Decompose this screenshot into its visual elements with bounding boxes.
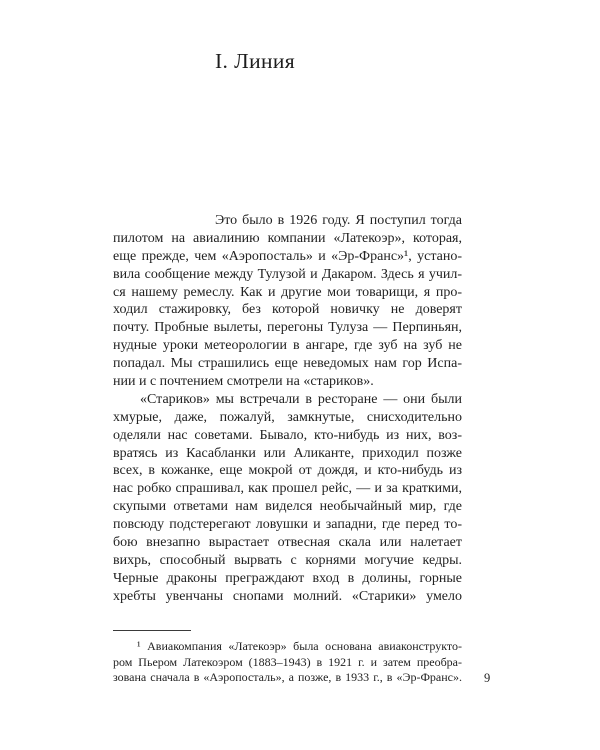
- footnote: [113, 639, 462, 686]
- text-line: нас робко спрашивал, как прошел рейс, — и за краткими,: [113, 481, 462, 497]
- text-line: Это было в 1926 году. Я поступил тогда: [215, 213, 462, 228]
- paragraph: [113, 391, 462, 606]
- text-line: повсюду подстерегают ловушки и западни, где перед то-: [113, 517, 462, 533]
- text-line: ¹ Авиакомпания «Латекоэр» была основана авиаконструкто-: [137, 639, 462, 653]
- body-text: [113, 212, 462, 606]
- text-line: Черные драконы преграждают вход в долины, горные: [113, 570, 462, 586]
- text-line: оделяли нас советами. Бывало, кто-нибудь из них, воз-: [113, 427, 462, 443]
- text-line: попадал. Мы страшились еще неведомых нам гор Испа-: [113, 356, 462, 372]
- text-line: вихрь, способный вырвать с корнями могучие кедры.: [113, 552, 462, 568]
- text-line: хребты увенчаны снопами молний. «Старики» умело: [113, 588, 462, 604]
- text-line: ром Пьером Латекоэром (1883–1943) в 1921 г. и затем преобра-: [113, 654, 462, 669]
- text-line: хмурые, даже, пожалуй, замкнутые, снисходительно: [113, 409, 462, 425]
- text-line: скупыми ответами нам виделся необычайный мир, где: [113, 499, 462, 515]
- text-line: еще прежде, чем «Аэропосталь» и «Эр-Франс»¹, устано-: [113, 248, 462, 264]
- text-line: нии и с почтением смотрели на «стариков».: [113, 374, 374, 390]
- text-line: вратясь из Касабланки или Аликанте, приходил позже: [113, 445, 462, 461]
- text-line: зована сначала в «Аэропосталь», а позже, в 1933 г., в «Эр-Франс».: [113, 670, 462, 685]
- text-line: почту. Пробные вылеты, перегоны Тулуза — Перпиньян,: [113, 320, 462, 336]
- text-line: «Стариков» мы встречали в ресторане — они были: [140, 391, 462, 407]
- text-line: ходил стажировку, без которой новичку не доверят: [113, 302, 462, 318]
- chapter-title: I. Линия: [215, 49, 296, 73]
- text-line: пилотом на авиалинию компании «Латекоэр», которая,: [113, 230, 462, 246]
- text-line: нудные уроки метеорологии в ангаре, где зуб на зуб не: [113, 338, 462, 354]
- text-line: всех, в кожанке, еще мокрой от дождя, и кто-нибудь из: [113, 463, 462, 479]
- text-line: бою внезапно вырастает отвесная скала или налетает: [113, 535, 462, 551]
- text-line: ся нашему ремеслу. Как и другие мои товарищи, я про-: [113, 284, 462, 300]
- paragraph-opening: [113, 212, 462, 391]
- footnote-separator: [113, 630, 191, 631]
- page-number: 9: [484, 671, 491, 685]
- text-line: вила сообщение между Тулузой и Дакаром. Здесь я учил-: [113, 266, 462, 282]
